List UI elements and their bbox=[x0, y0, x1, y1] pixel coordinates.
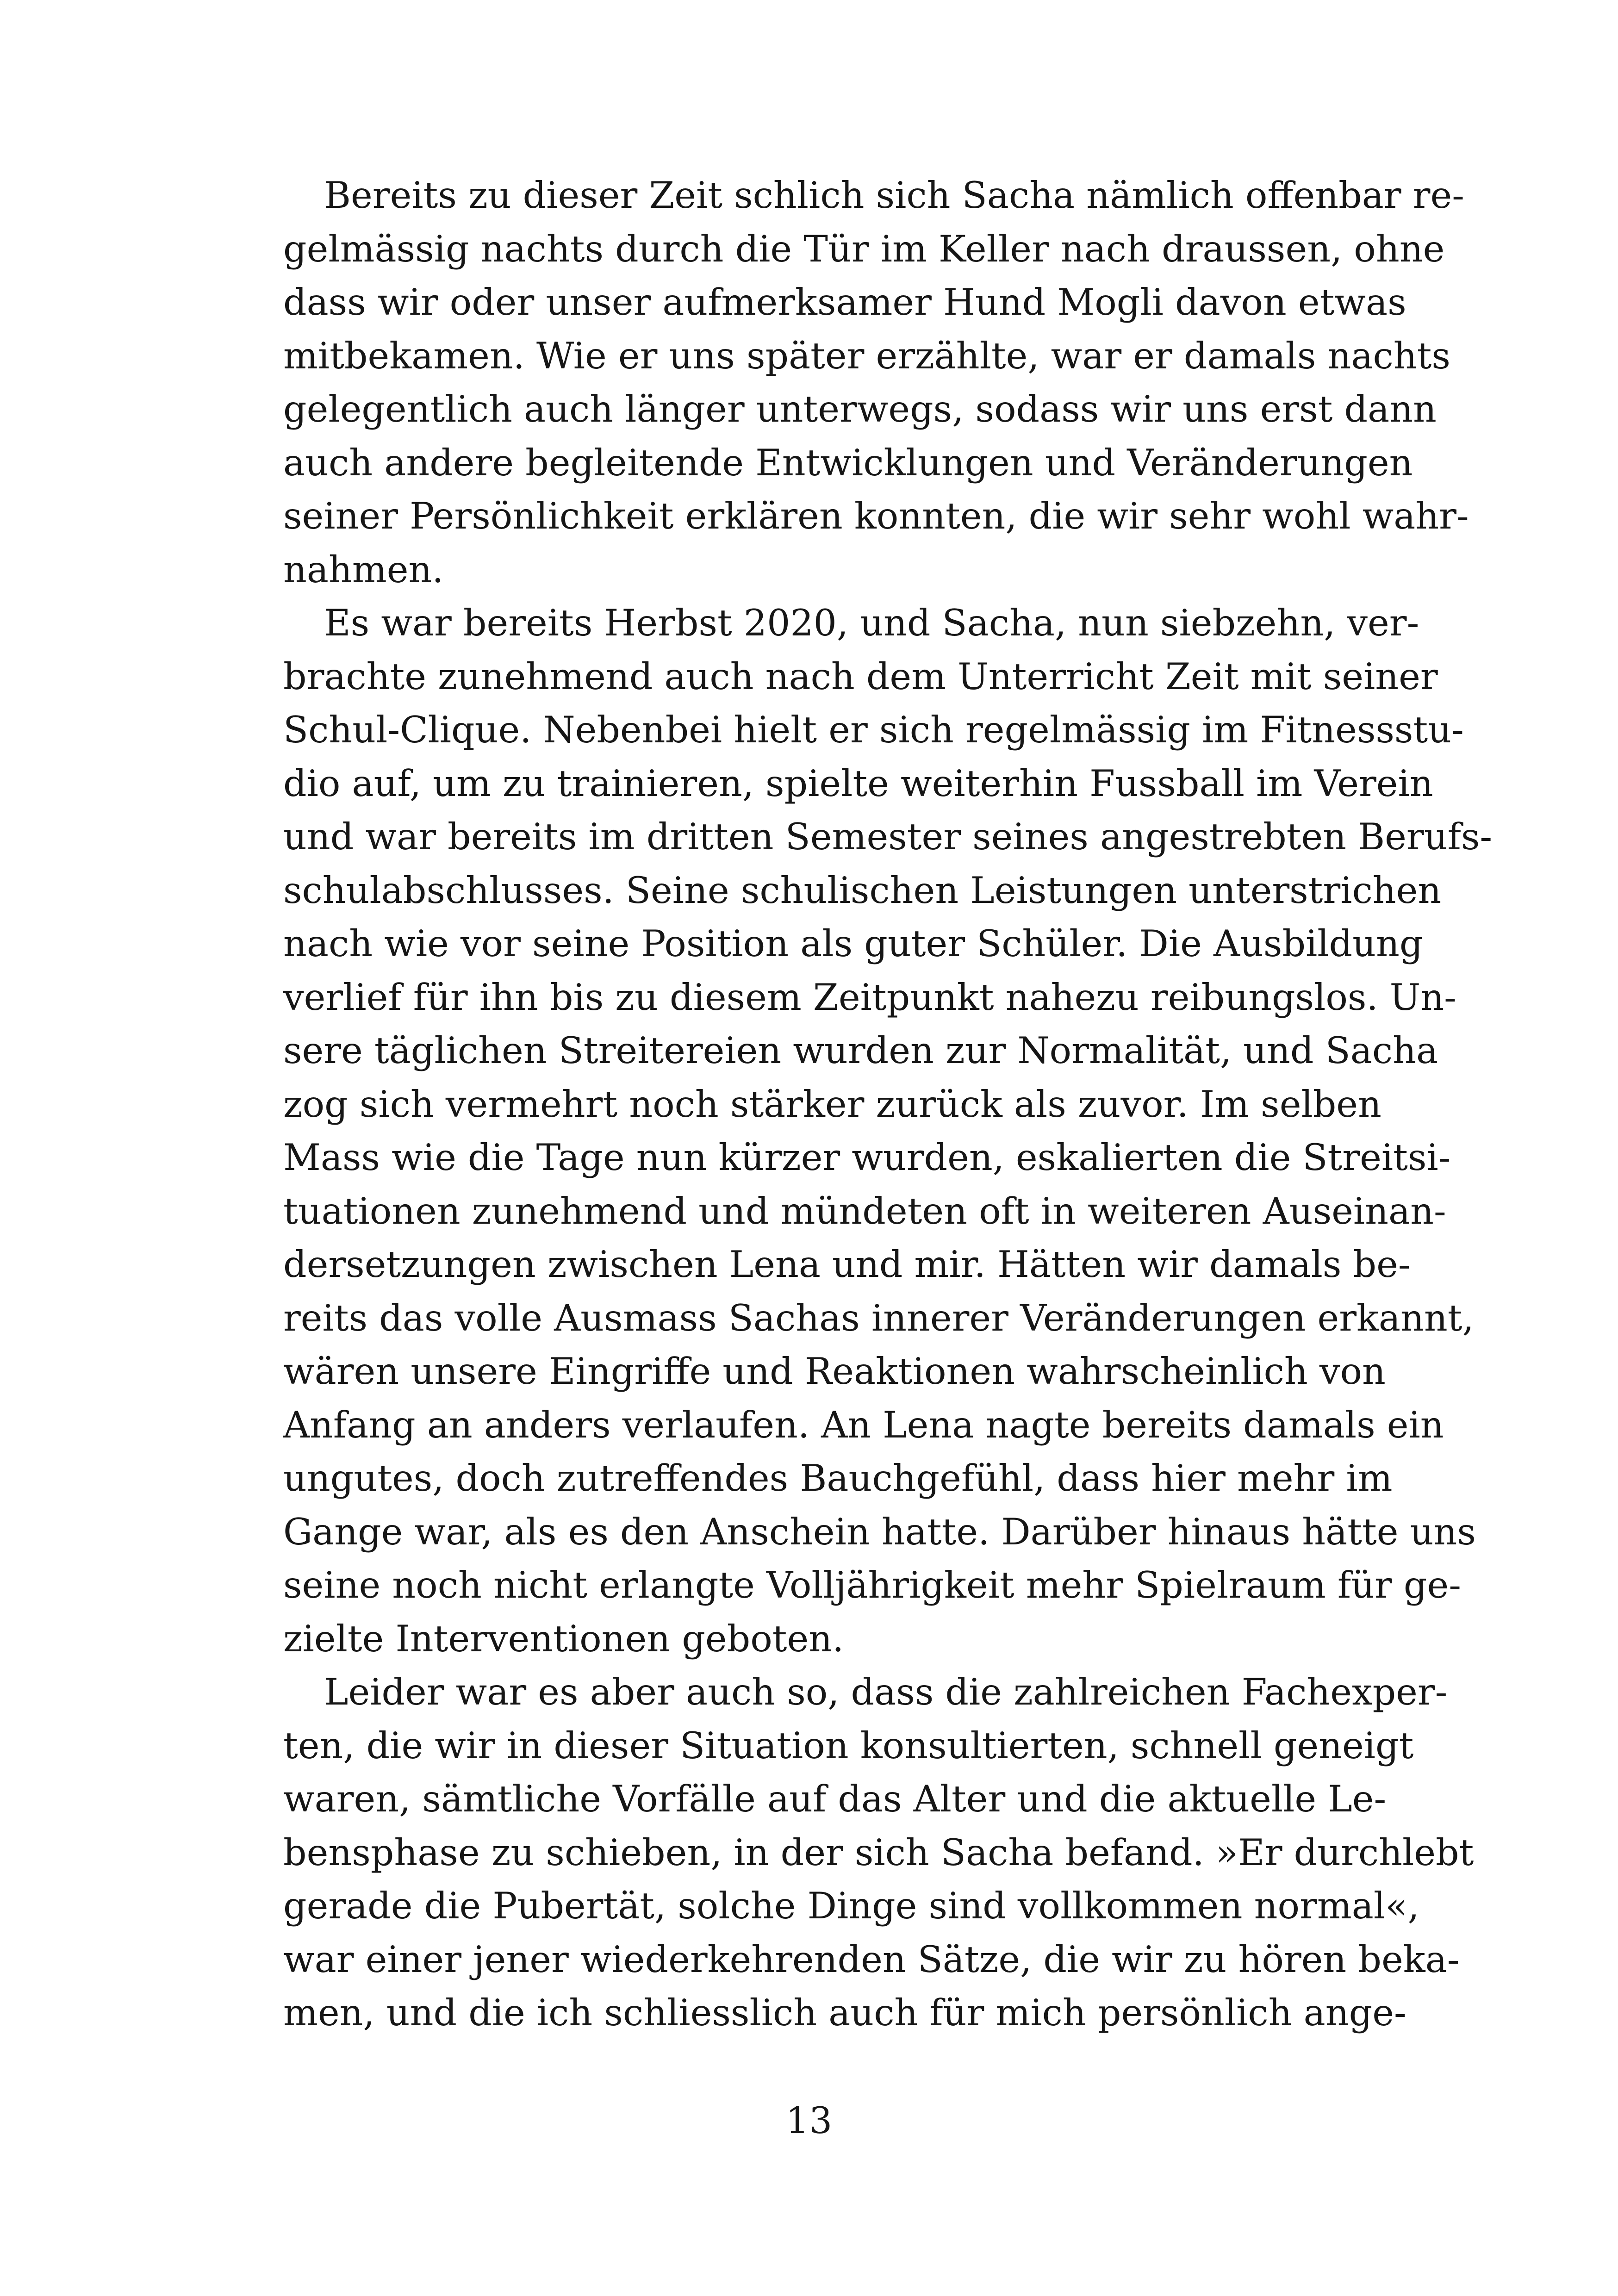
text-line: Schul-Clique. Nebenbei hielt er sich regelmässig im Fitnessstu- bbox=[283, 709, 1464, 751]
text-line: Mass wie die Tage nun kürzer wurden, eskalierten die Streitsi- bbox=[283, 1136, 1451, 1179]
text-line: sere täglichen Streitereien wurden zur Normalität, und Sacha bbox=[283, 1029, 1438, 1072]
text-line: zielte Interventionen geboten. bbox=[283, 1617, 844, 1660]
text-line: bensphase zu schieben, in der sich Sacha befand. »Er durchlebt bbox=[283, 1831, 1474, 1874]
text-line: tuationen zunehmend und mündeten oft in weiteren Auseinan- bbox=[283, 1189, 1446, 1232]
text-line: seiner Persönlichkeit erklären konnten, die wir sehr wohl wahr- bbox=[283, 495, 1469, 537]
text-line: Gange war, als es den Anschein hatte. Darüber hinaus hätte uns bbox=[283, 1510, 1476, 1553]
text-line: dersetzungen zwischen Lena und mir. Hätten wir damals be- bbox=[283, 1243, 1411, 1286]
page-number: 13 bbox=[785, 2099, 833, 2142]
text-line: Bereits zu dieser Zeit schlich sich Sacha nämlich offenbar re- bbox=[324, 174, 1464, 217]
text-line: verlief für ihn bis zu diesem Zeitpunkt nahezu reibungslos. Un- bbox=[283, 976, 1456, 1019]
text-line: gelegentlich auch länger unterwegs, sodass wir uns erst dann bbox=[283, 388, 1437, 430]
paragraph-3 bbox=[283, 1666, 1474, 2040]
text-line: men, und die ich schliesslich auch für mich persönlich ange- bbox=[283, 1991, 1406, 2034]
text-line: wären unsere Eingriffe und Reaktionen wahrscheinlich von bbox=[283, 1350, 1386, 1393]
text-line: dio auf, um zu trainieren, spielte weiterhin Fussball im Verein bbox=[283, 762, 1433, 805]
text-line: und war bereits im dritten Semester seines angestrebten Berufs- bbox=[283, 815, 1493, 858]
text-line: auch andere begleitende Entwicklungen und Veränderungen bbox=[283, 441, 1413, 484]
text-line: nach wie vor seine Position als guter Schüler. Die Ausbildung bbox=[283, 922, 1423, 965]
text-line: zog sich vermehrt noch stärker zurück als zuvor. Im selben bbox=[283, 1083, 1382, 1126]
text-line: dass wir oder unser aufmerksamer Hund Mogli davon etwas bbox=[283, 281, 1406, 324]
text-line: seine noch nicht erlangte Volljährigkeit mehr Spielraum für ge- bbox=[283, 1564, 1461, 1606]
text-line: schulabschlusses. Seine schulischen Leistungen unterstrichen bbox=[283, 869, 1442, 912]
text-line: war einer jener wiederkehrenden Sätze, die wir zu hören beka- bbox=[283, 1938, 1460, 1981]
text-line: Leider war es aber auch so, dass die zahlreichen Fachexper- bbox=[324, 1671, 1448, 1713]
text-line: reits das volle Ausmass Sachas innerer Veränderungen erkannt, bbox=[283, 1296, 1474, 1339]
body-text bbox=[283, 169, 1493, 2040]
text-line: Es war bereits Herbst 2020, und Sacha, nun siebzehn, ver- bbox=[324, 602, 1419, 644]
text-line: brachte zunehmend auch nach dem Unterricht Zeit mit seiner bbox=[283, 655, 1438, 698]
text-line: nahmen. bbox=[283, 548, 444, 591]
text-line: Anfang an anders verlaufen. An Lena nagte bereits damals ein bbox=[283, 1403, 1444, 1446]
text-line: ten, die wir in dieser Situation konsultierten, schnell geneigt bbox=[283, 1724, 1414, 1767]
text-line: gelmässig nachts durch die Tür im Keller nach draussen, ohne bbox=[283, 227, 1445, 270]
text-line: waren, sämtliche Vorfälle auf das Alter und die aktuelle Le- bbox=[283, 1778, 1387, 1820]
text-line: gerade die Pubertät, solche Dinge sind vollkommen normal«, bbox=[283, 1885, 1419, 1927]
paragraph-1 bbox=[283, 169, 1469, 597]
paragraph-2 bbox=[283, 597, 1493, 1666]
text-line: ungutes, doch zutreffendes Bauchgefühl, dass hier mehr im bbox=[283, 1457, 1393, 1500]
text-line: mitbekamen. Wie er uns später erzählte, war er damals nachts bbox=[283, 334, 1450, 377]
